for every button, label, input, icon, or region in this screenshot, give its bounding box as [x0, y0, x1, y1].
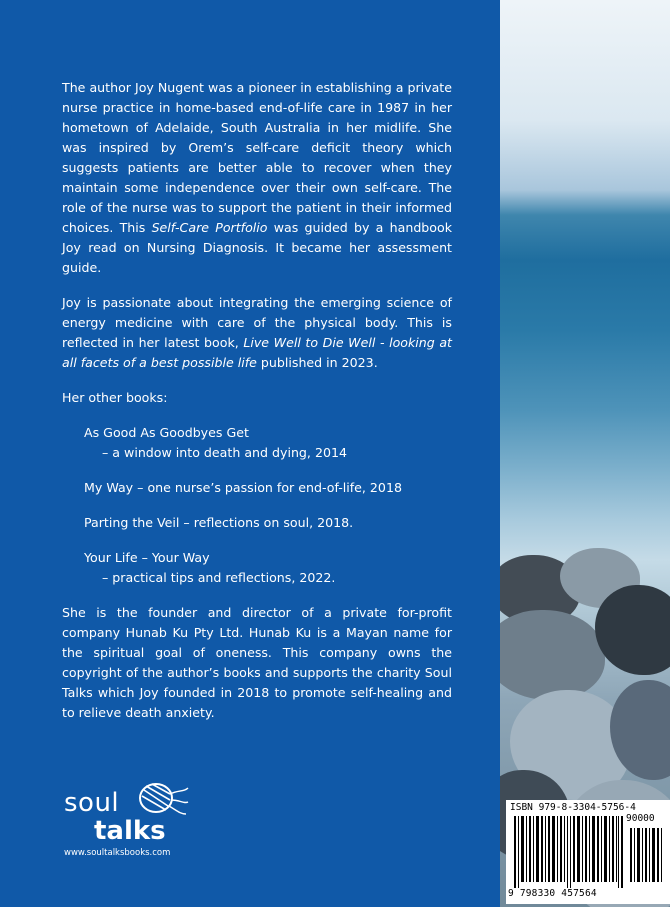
bio-text: published in 2023. [256, 355, 378, 370]
bio-italic-title: Live Well to Die Well - looking at all facets of a best possible life [62, 335, 452, 370]
barcode-addon-number: 90000 [626, 813, 655, 824]
book-item [84, 423, 452, 463]
book-title: My Way – one nurse’s passion for end-of-life, 2018 [84, 480, 402, 495]
book-title: Parting the Veil – reflections on soul, 2018. [84, 515, 354, 530]
bio-paragraph-1 [62, 78, 452, 278]
book-title: As Good As Goodbyes Get [84, 425, 249, 440]
barcode-bars [514, 816, 664, 888]
barcode-ean-number: 9 798330 457564 [508, 888, 597, 899]
author-bio [62, 78, 452, 738]
book-subtitle: – practical tips and reflections, 2022. [102, 570, 336, 585]
bio-text: The author Joy Nugent was a pioneer in establishing a private nurse practice in home-based end-of-life care in 1987 in her hometown of Adelaide, South Australia in her midlife. She was inspired by Orem’s self-care deficit theory which suggests patients are better able to recover when they maintain some independence over their own self-care. The role of the nurse was to support the patient in their informed choices. This [62, 80, 452, 235]
bio-text: was guided by a handbook Joy read on Nursing Diagnosis. It became her assessment guide. [62, 220, 453, 275]
website-url: www.soultalksbooks.com [64, 848, 171, 858]
isbn-text: ISBN 979-8-3304-5756-4 [510, 802, 636, 813]
bio-italic-title: Self-Care Portfolio [151, 220, 268, 235]
other-books-heading: Her other books: [62, 390, 168, 405]
bio-text: Joy is passionate about integrating the emerging science of energy medicine with care of the physical body. This is reflected in her latest book, [62, 295, 452, 350]
bio-paragraph-2 [62, 293, 452, 373]
isbn-barcode [506, 800, 670, 904]
book-title: Your Life – Your Way [84, 550, 210, 565]
book-item [84, 478, 452, 498]
rock [595, 585, 670, 675]
logo-word-soul: soul [64, 788, 120, 818]
sea-rocks-photo [500, 0, 670, 907]
book-item [84, 548, 452, 588]
shell-logo-icon [130, 778, 190, 818]
book-item [84, 513, 452, 533]
book-subtitle: – a window into death and dying, 2014 [102, 445, 347, 460]
soul-talks-logo [64, 778, 214, 846]
book-list [84, 423, 452, 588]
bio-paragraph-3: She is the founder and director of a private for-profit company Hunab Ku Pty Ltd. Hunab Ku is a Mayan name for the spiritual goal of oneness. This company owns the copyright of the author’s books and supports the charity Soul Talks which Joy founded in 2018 to promote self-healing and to relieve death anxiety. [62, 605, 452, 720]
rock [500, 610, 605, 700]
logo-word-talks: talks [94, 816, 166, 846]
